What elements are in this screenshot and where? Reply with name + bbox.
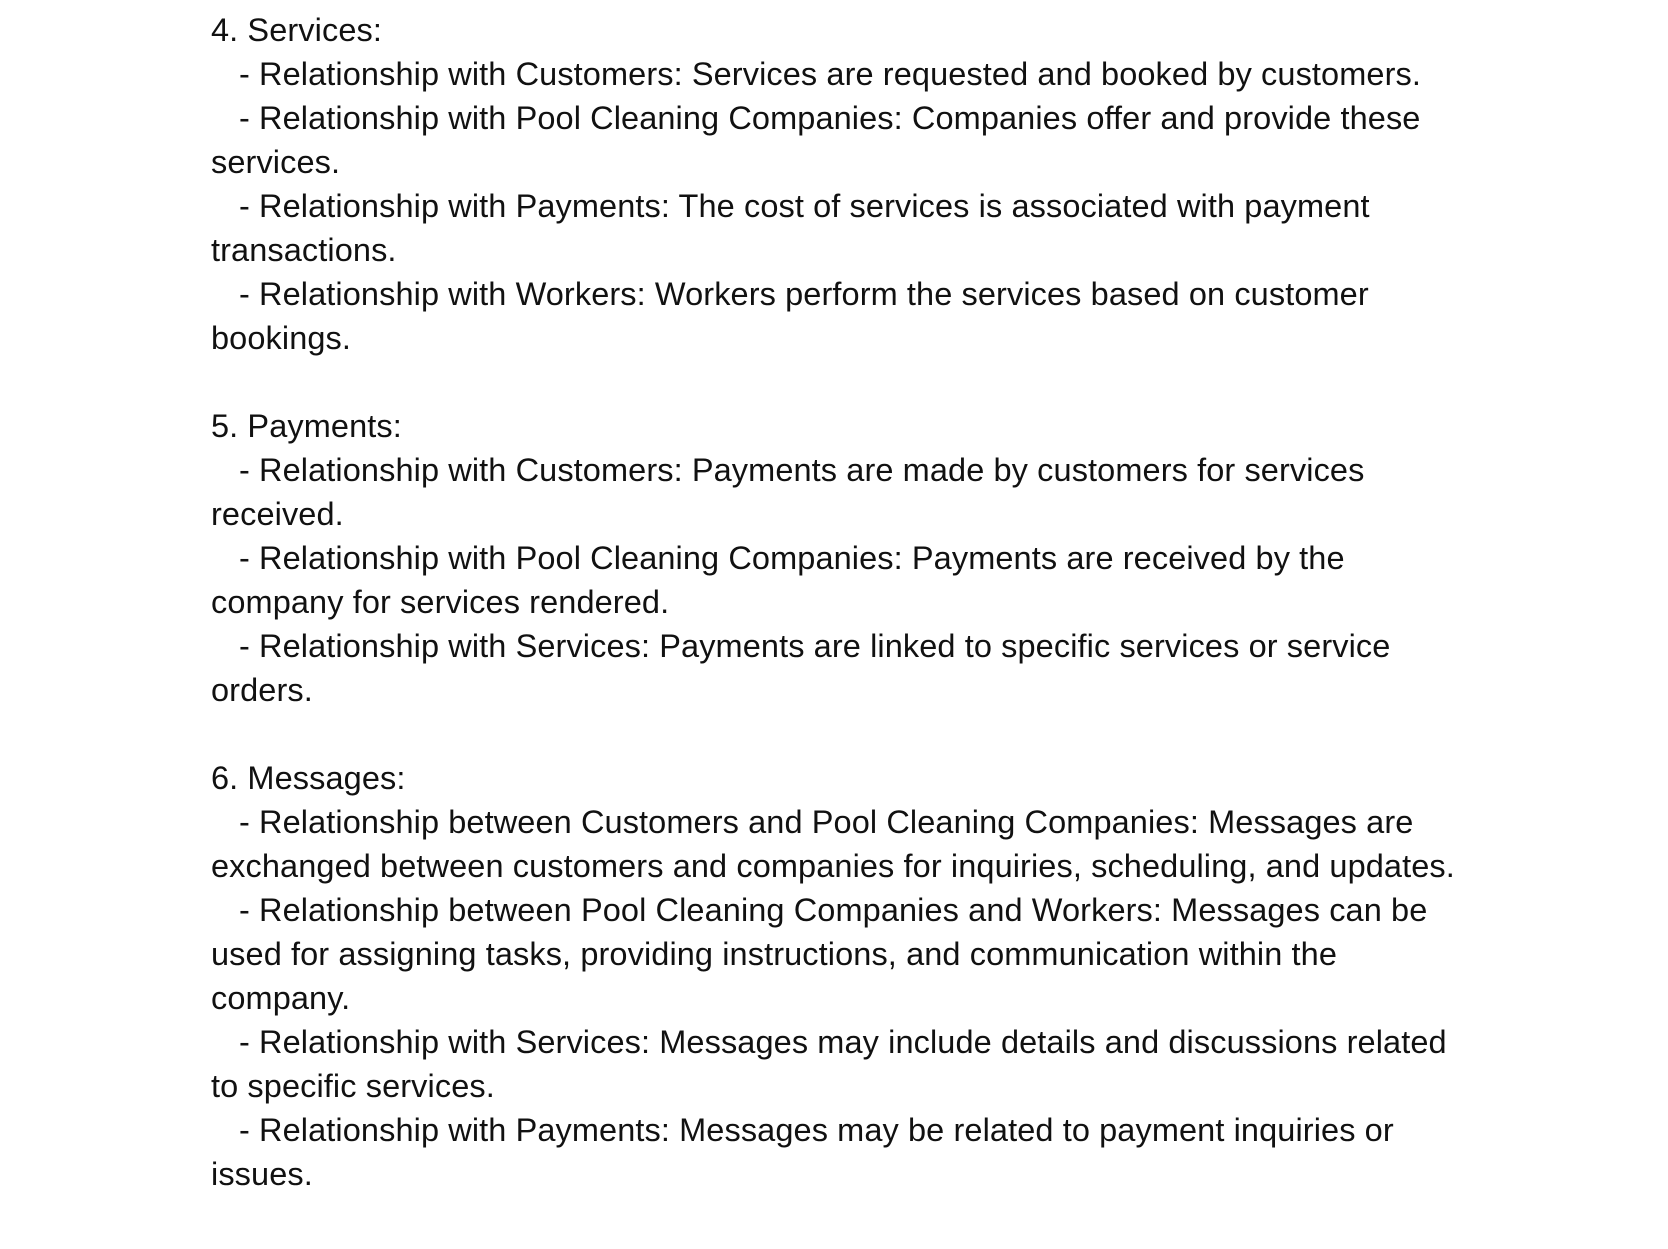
section-messages xyxy=(211,756,1471,1196)
list-item: - Relationship with Customers: Payments are made by customers for services received. xyxy=(211,452,1365,532)
list-item: - Relationship between Pool Cleaning Companies and Workers: Messages can be used for assigning tasks, providing instructions, and communication within the company. xyxy=(211,892,1428,1016)
section-heading: 6. Messages: xyxy=(211,760,406,796)
section-heading: 5. Payments: xyxy=(211,408,402,444)
document-body xyxy=(211,8,1471,1196)
section-heading: 4. Services: xyxy=(211,12,382,48)
list-item: - Relationship with Pool Cleaning Companies: Companies offer and provide these services. xyxy=(211,100,1421,180)
list-item: - Relationship with Services: Payments are linked to specific services or service orders. xyxy=(211,628,1391,708)
list-item: - Relationship with Pool Cleaning Companies: Payments are received by the company for services rendered. xyxy=(211,540,1345,620)
list-item: - Relationship with Payments: The cost of services is associated with payment transactions. xyxy=(211,188,1370,268)
list-item: - Relationship with Payments: Messages may be related to payment inquiries or issues. xyxy=(211,1112,1394,1192)
section-spacer xyxy=(211,712,1471,756)
section-payments xyxy=(211,404,1471,712)
list-item: - Relationship with Customers: Services are requested and booked by customers. xyxy=(239,56,1421,92)
list-item: - Relationship between Customers and Pool Cleaning Companies: Messages are exchanged between customers and companies for inquiries, scheduling, and updates. xyxy=(211,804,1455,884)
list-item: - Relationship with Workers: Workers perform the services based on customer bookings. xyxy=(211,276,1369,356)
section-services xyxy=(211,8,1471,360)
section-spacer xyxy=(211,360,1471,404)
list-item: - Relationship with Services: Messages may include details and discussions related to specific services. xyxy=(211,1024,1447,1104)
